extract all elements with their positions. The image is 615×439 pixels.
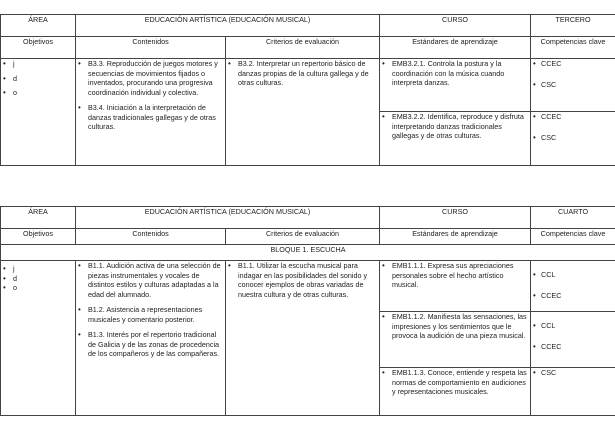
objective-item: • j xyxy=(1,59,75,69)
standard-cell xyxy=(380,112,531,166)
competence-item: • CCEC xyxy=(531,342,615,352)
standards-header: Estándares de aprendizaje xyxy=(380,229,531,245)
contents-cell xyxy=(76,59,226,166)
competence-item: • CCL xyxy=(531,321,615,331)
content-item: • B3.3. Reproducción de juegos motores y secuencias de movimientos fijados o inventados, procurando una progresiva coordinación individual y colectiva. xyxy=(76,59,225,97)
competences-cell xyxy=(531,112,615,166)
standard-item: • EMB1.1.3. Conoce, entiende y respeta las normas de comportamiento en audiciones y representaciones musicales. xyxy=(380,368,530,397)
subject-title: EDUCACIÓN ARTÍSTICA (EDUCACIÓN MUSICAL) xyxy=(76,15,380,37)
area-label: ÁREA xyxy=(1,15,76,37)
content-item: • B3.4. Iniciación a la interpretación de danzas tradicionales gallegas y de otras culturas. xyxy=(76,103,225,132)
standard-item: • EMB3.2.1. Controla la postura y la coordinación con la música cuando interpreta danzas. xyxy=(380,59,530,88)
curriculum-table-cuarto xyxy=(0,206,615,416)
objectives-header: Objetivos xyxy=(1,229,76,245)
criteria-cell xyxy=(226,261,380,416)
competence-item: • CCL xyxy=(531,270,615,280)
course-level: CUARTO xyxy=(531,207,615,229)
objective-item: • j xyxy=(1,264,75,274)
competences-header: Competencias clave xyxy=(531,229,615,245)
criteria-item: • B1.1. Utilizar la escucha musical para indagar en las posibilidades del sonido y conocer ejemplos de obras variadas de nuestra cultura y de otras culturas. xyxy=(226,261,379,299)
competence-item: • CSC xyxy=(531,133,615,143)
criteria-item: • B3.2. Interpretar un repertorio básico de danzas propias de la cultura gallega y de otras culturas. xyxy=(226,59,379,88)
criteria-header: Criterios de evaluación xyxy=(226,37,380,59)
competence-item: • CCEC xyxy=(531,59,615,69)
contents-cell xyxy=(76,261,226,416)
competences-cell xyxy=(531,312,615,368)
content-item: • B1.1. Audición activa de una selección de piezas instrumentales y vocales de distintos estilos y culturas adaptadas a la edad del alumnado. xyxy=(76,261,225,299)
subject-title: EDUCACIÓN ARTÍSTICA (EDUCACIÓN MUSICAL) xyxy=(76,207,380,229)
content-item: • B1.3. Interés por el repertorio tradicional de Galicia y de las zonas de procedencia de los compañeros y de las compañeras. xyxy=(76,330,225,359)
objectives-header: Objetivos xyxy=(1,37,76,59)
objectives-cell xyxy=(1,261,76,416)
competence-item: • CCEC xyxy=(531,112,615,122)
course-label: CURSO xyxy=(380,15,531,37)
contents-header: Contenidos xyxy=(76,229,226,245)
standard-item: • EMB1.1.2. Manifiesta las sensaciones, las impresiones y los sentimientos que le provoca la audición de una pieza musical. xyxy=(380,312,530,341)
competences-cell xyxy=(531,368,615,416)
standard-cell xyxy=(380,261,531,312)
content-item: • B1.2. Asistencia a representaciones musicales y comentario posterior. xyxy=(76,305,225,324)
competence-item: • CSC xyxy=(531,368,615,378)
standard-item: • EMB3.2.2. Identifica, reproduce y disfruta interpretando danzas tradicionales gallegas y de otras culturas. xyxy=(380,112,530,141)
objectives-cell xyxy=(1,59,76,166)
standard-cell xyxy=(380,312,531,368)
competences-cell xyxy=(531,59,615,112)
competence-item: • CSC xyxy=(531,80,615,90)
objective-item: • o xyxy=(1,283,75,293)
course-label: CURSO xyxy=(380,207,531,229)
objective-item: • d xyxy=(1,274,75,284)
competences-cell xyxy=(531,261,615,312)
standard-cell xyxy=(380,368,531,416)
objective-item: • o xyxy=(1,88,75,98)
standards-header: Estándares de aprendizaje xyxy=(380,37,531,59)
standard-item: • EMB1.1.1. Expresa sus apreciaciones personales sobre el hecho artístico musical. xyxy=(380,261,530,290)
criteria-cell xyxy=(226,59,380,166)
curriculum-table-tercero xyxy=(0,14,615,166)
block-title: BLOQUE 1. ESCUCHA xyxy=(1,245,615,261)
competences-header: Competencias clave xyxy=(531,37,615,59)
area-label: ÁREA xyxy=(1,207,76,229)
course-level: TERCERO xyxy=(531,15,615,37)
contents-header: Contenidos xyxy=(76,37,226,59)
competence-item: • CCEC xyxy=(531,291,615,301)
criteria-header: Criterios de evaluación xyxy=(226,229,380,245)
standard-cell xyxy=(380,59,531,112)
objective-item: • d xyxy=(1,74,75,84)
